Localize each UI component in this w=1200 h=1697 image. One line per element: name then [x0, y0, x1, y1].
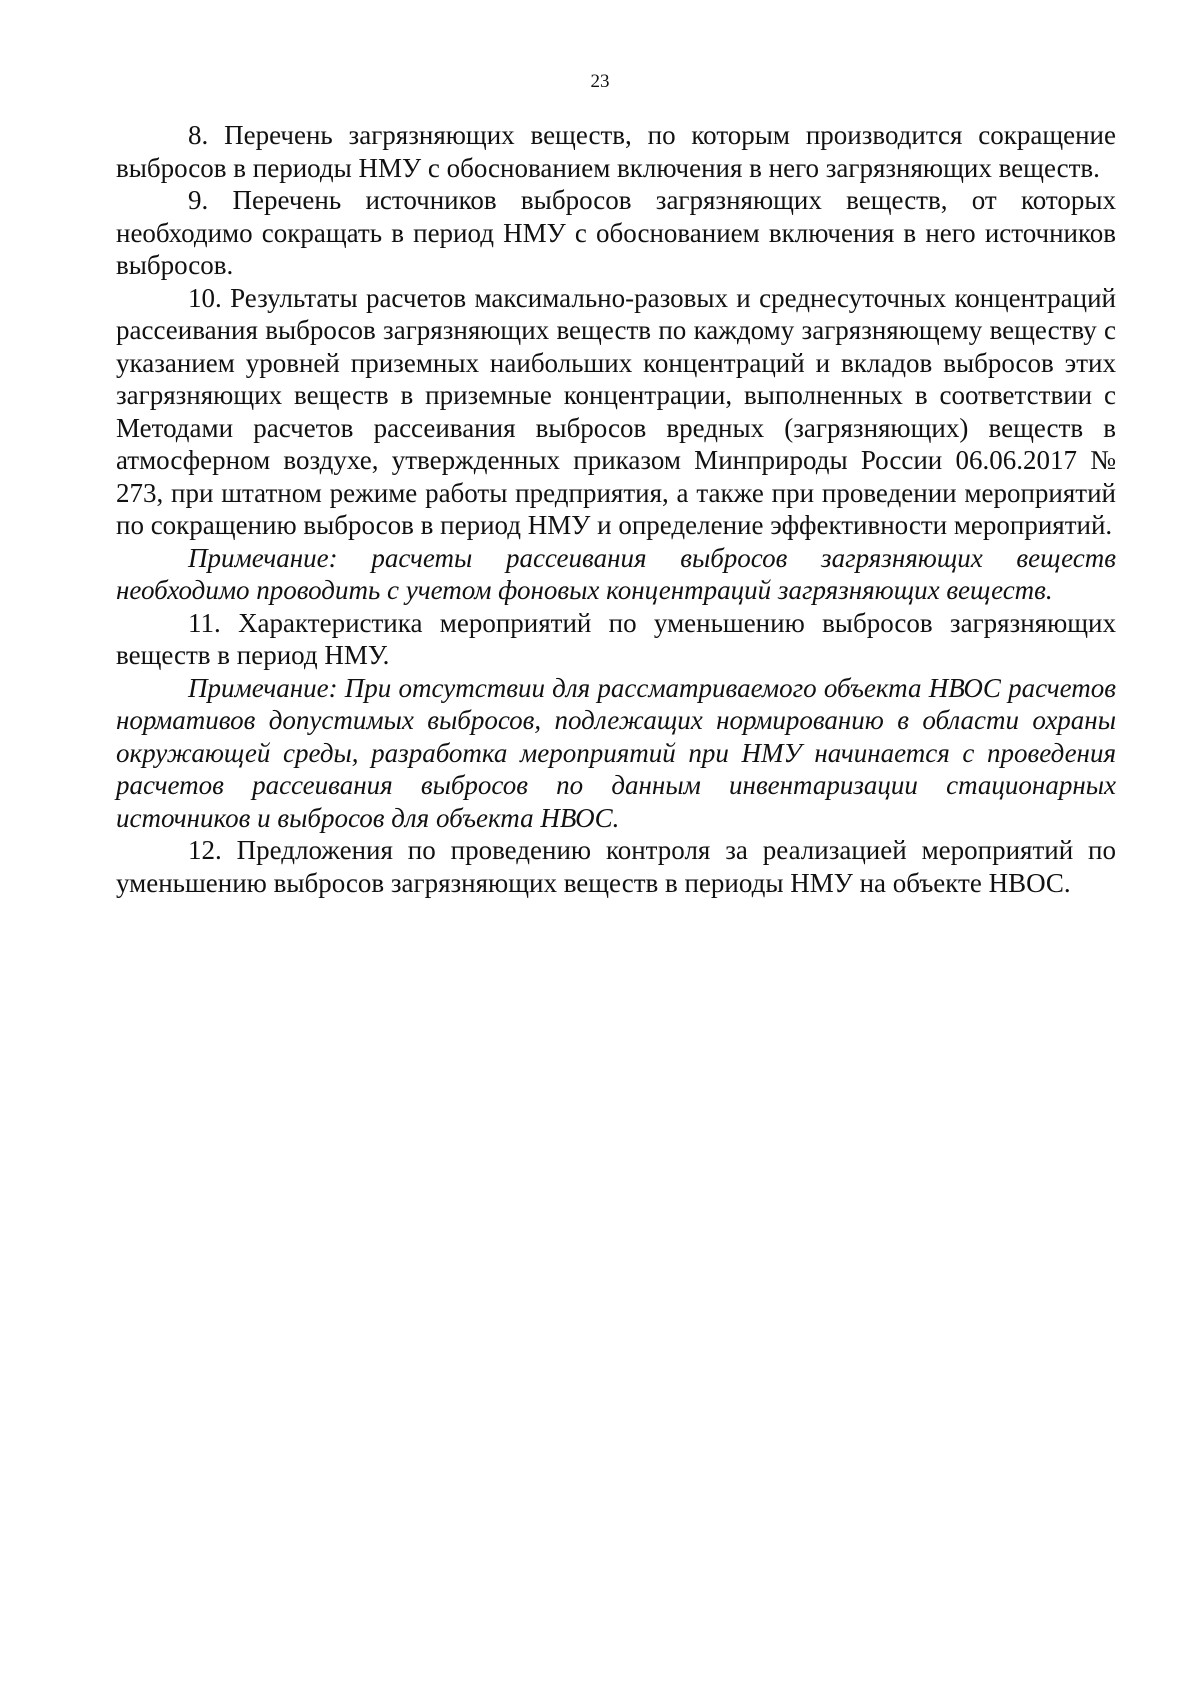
document-body: [116, 119, 1116, 899]
paragraph-item-8: 8. Перечень загрязняющих веществ, по которым производится сокращение выбросов в периоды НМУ с обоснованием включения в него загрязняющих веществ.: [116, 120, 1116, 183]
paragraph-item-12: 12. Предложения по проведению контроля за реализацией мероприятий по уменьшению выбросов загрязняющих веществ в периоды НМУ на объекте НВОС.: [116, 835, 1116, 898]
paragraph-item-10: 10. Результаты расчетов максимально-разовых и среднесуточных концентраций рассеивания выбросов загрязняющих веществ по каждому загрязняющему веществу с указанием уровней приземных наибольших концентраций и вкладов выбросов этих загрязняющих веществ в приземные концентрации, выполненных в соответствии с Методами расчетов рассеивания выбросов вредных (загрязняющих) веществ в атмосферном воздухе, утвержденных приказом Минприроды России 06.06.2017 № 273, при штатном режиме работы предприятия, а также при проведении мероприятий по сокращению выбросов в период НМУ и определение эффективности мероприятий.: [116, 282, 1116, 540]
note-paragraph-nvos: Примечание: При отсутствии для рассматриваемого объекта НВОС расчетов нормативов допустимых выбросов, подлежащих нормированию в области охраны окружающей среды, разработка мероприятий при НМУ начинается с проведения расчетов рассеивания выбросов по данным инвентаризации стационарных источников и выбросов для объекта НВОС.: [116, 672, 1116, 833]
page-number: 23: [590, 71, 610, 92]
paragraph-item-9: 9. Перечень источников выбросов загрязняющих веществ, от которых необходимо сокращать в период НМУ с обоснованием включения в него источников выбросов.: [116, 185, 1116, 280]
note-paragraph-dispersion: Примечание: расчеты рассеивания выбросов загрязняющих веществ необходимо проводить с учетом фоновых концентраций загрязняющих веществ.: [116, 542, 1116, 605]
paragraph-item-11: 11. Характеристика мероприятий по уменьшению выбросов загрязняющих веществ в период НМУ.: [116, 607, 1116, 670]
